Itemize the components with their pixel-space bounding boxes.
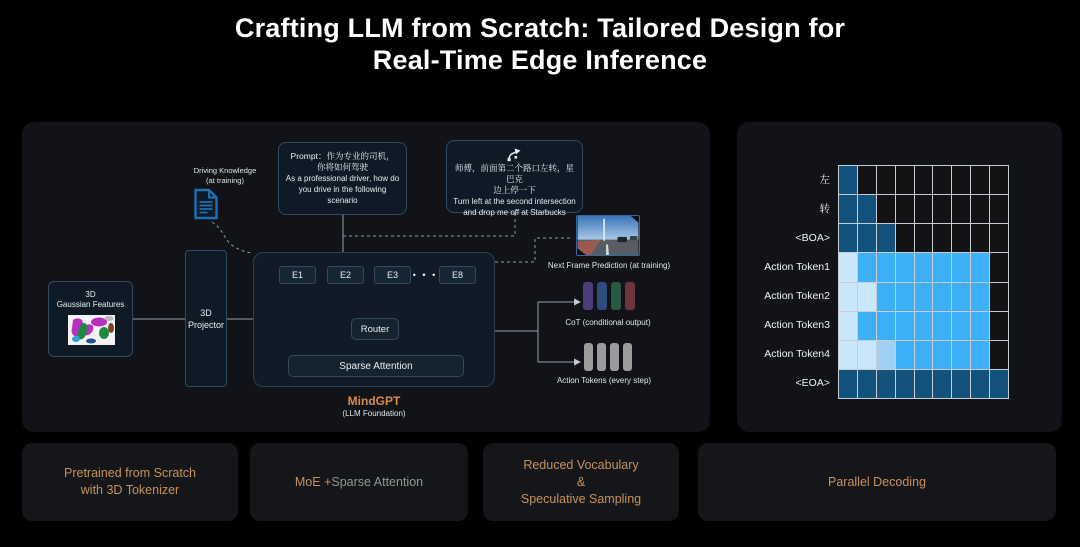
grid-cell bbox=[877, 166, 895, 194]
grid-cell bbox=[933, 253, 951, 281]
grid-cell bbox=[971, 166, 989, 194]
grid-cell bbox=[933, 312, 951, 340]
grid-cell bbox=[858, 224, 876, 252]
instruction-en-line1: Turn left at the second intersection bbox=[453, 197, 576, 206]
grid-cell bbox=[839, 195, 857, 223]
gaussian-label-line2: Gaussian Features bbox=[56, 300, 125, 309]
grid-cell bbox=[896, 341, 914, 369]
grid-cell bbox=[952, 224, 970, 252]
grid-cell bbox=[990, 166, 1008, 194]
grid-cell bbox=[877, 312, 895, 340]
grid-cell bbox=[858, 253, 876, 281]
footer-box-pretrained bbox=[22, 443, 238, 521]
slide-title bbox=[0, 12, 1080, 76]
grid-cell bbox=[839, 224, 857, 252]
driving-scene-photo bbox=[577, 216, 639, 255]
gaussian-features-box bbox=[48, 281, 133, 357]
grid-cell bbox=[896, 283, 914, 311]
grid-cell bbox=[971, 341, 989, 369]
grid-cell bbox=[933, 283, 951, 311]
footer-2-part2: Sparse Attention bbox=[331, 474, 424, 489]
grid-cell bbox=[933, 166, 951, 194]
next-frame-label: Next Frame Prediction (at training) bbox=[547, 261, 671, 270]
grid-cell bbox=[952, 253, 970, 281]
grid-cell bbox=[990, 195, 1008, 223]
grid-cell bbox=[971, 312, 989, 340]
grid-cell bbox=[915, 224, 933, 252]
footer-3-line3: Speculative Sampling bbox=[520, 491, 642, 506]
cot-bar bbox=[611, 282, 621, 310]
instruction-en-line2: and drop me off at Starbucks bbox=[463, 208, 566, 217]
grid-cell bbox=[990, 253, 1008, 281]
projector-label bbox=[188, 307, 224, 331]
driving-knowledge-title: Driving Knowledge bbox=[193, 166, 257, 175]
grid-row-label: Action Token4 bbox=[764, 347, 830, 360]
cot-bar bbox=[583, 282, 593, 310]
grid-cell bbox=[933, 195, 951, 223]
grid-cell bbox=[915, 166, 933, 194]
grid-cell bbox=[858, 312, 876, 340]
action-tokens-label: Action Tokens (every step) bbox=[556, 376, 652, 385]
title-line-1: Crafting LLM from Scratch: Tailored Design for bbox=[234, 13, 846, 43]
document-icon bbox=[193, 188, 219, 220]
prompt-en-line1: As a professional driver, how do bbox=[285, 174, 400, 183]
grid-cell bbox=[952, 166, 970, 194]
prompt-en-line2: you drive in the following scenario bbox=[298, 185, 387, 205]
grid-cell bbox=[839, 166, 857, 194]
footer-box-moe bbox=[250, 443, 468, 521]
grid-cell bbox=[915, 253, 933, 281]
grid-cell bbox=[933, 341, 951, 369]
footer-1-line1: Pretrained from Scratch bbox=[64, 466, 196, 480]
grid-cell bbox=[858, 283, 876, 311]
mindgpt-subtitle: (LLM Foundation) bbox=[342, 409, 406, 418]
grid-cell bbox=[877, 370, 895, 398]
grid-cell bbox=[915, 283, 933, 311]
grid-cell bbox=[839, 312, 857, 340]
grid-cell bbox=[877, 224, 895, 252]
router-box: Router bbox=[351, 318, 399, 340]
footer-box-parallel bbox=[698, 443, 1056, 521]
grid-cell bbox=[896, 195, 914, 223]
footer-4-line1: Parallel Decoding bbox=[828, 474, 926, 489]
projector-label-line2: Projector bbox=[187, 319, 224, 330]
expert-box: E2 bbox=[327, 266, 364, 284]
grid-cell bbox=[952, 370, 970, 398]
prompt-box bbox=[278, 142, 407, 215]
grid-row-label: 转 bbox=[819, 203, 830, 215]
footer-box-vocab bbox=[483, 443, 679, 521]
grid-cell bbox=[877, 283, 895, 311]
grid-cell bbox=[896, 166, 914, 194]
instruction-box bbox=[446, 140, 583, 217]
grid-cell bbox=[971, 224, 989, 252]
grid-cell bbox=[952, 341, 970, 369]
grid-cell bbox=[858, 166, 876, 194]
grid-cell bbox=[915, 195, 933, 223]
gaussian-label-line1: 3D bbox=[85, 290, 96, 299]
grid-row-label: Action Token1 bbox=[764, 260, 830, 273]
action-bar bbox=[584, 343, 593, 371]
prompt-zh-line2: 你将如何驾驶 bbox=[316, 162, 368, 172]
gaussian-features-image bbox=[68, 315, 115, 345]
grid-cell bbox=[952, 312, 970, 340]
grid-cell bbox=[877, 341, 895, 369]
projector-label-line1: 3D bbox=[200, 307, 212, 318]
grid-cell bbox=[990, 224, 1008, 252]
driving-knowledge-label bbox=[170, 166, 280, 185]
action-bar bbox=[610, 343, 619, 371]
grid-cell bbox=[839, 283, 857, 311]
route-icon bbox=[506, 147, 524, 162]
grid-row-label: <EOA> bbox=[795, 376, 830, 389]
grid-row-label: Action Token2 bbox=[764, 289, 830, 302]
grid-cell bbox=[915, 312, 933, 340]
cot-bar bbox=[625, 282, 635, 310]
grid-cell bbox=[990, 341, 1008, 369]
grid-cell bbox=[915, 370, 933, 398]
grid-cell bbox=[896, 312, 914, 340]
grid-cell bbox=[896, 224, 914, 252]
grid-cell bbox=[952, 283, 970, 311]
grid-cell bbox=[990, 312, 1008, 340]
cot-label: CoT (conditional output) bbox=[565, 318, 651, 327]
grid-row-label: <BOA> bbox=[795, 231, 830, 244]
grid-cell bbox=[971, 195, 989, 223]
driving-knowledge-sub: (at training) bbox=[206, 175, 244, 185]
grid-cell bbox=[839, 370, 857, 398]
action-bar bbox=[623, 343, 632, 371]
grid-cell bbox=[933, 370, 951, 398]
next-frame-image bbox=[576, 215, 640, 256]
sparse-attention-box: Sparse Attention bbox=[288, 355, 464, 377]
grid-cell bbox=[933, 224, 951, 252]
mindgpt-name: MindGPT bbox=[347, 394, 401, 408]
architecture-panel bbox=[22, 122, 710, 432]
grid-cell bbox=[990, 370, 1008, 398]
grid-cell bbox=[971, 253, 989, 281]
grid-cell bbox=[915, 341, 933, 369]
cot-bar bbox=[597, 282, 607, 310]
action-token-bars bbox=[584, 343, 632, 371]
footer-2-part1: MoE + bbox=[294, 474, 332, 489]
action-bar bbox=[597, 343, 606, 371]
gaussian-features-label bbox=[49, 290, 132, 310]
instruction-zh-line2: 边上停一下 bbox=[493, 185, 536, 195]
footer-1-line2: with 3D Tokenizer bbox=[80, 483, 180, 497]
grid-cell bbox=[990, 283, 1008, 311]
experts-ellipsis: • • • bbox=[412, 270, 438, 280]
instruction-zh-line1: 师傅，前面第二个路口左转，星巴克 bbox=[454, 163, 574, 184]
grid-cell bbox=[971, 370, 989, 398]
grid-cell bbox=[858, 370, 876, 398]
grid-cell bbox=[896, 253, 914, 281]
grid-row-label: 左 bbox=[819, 174, 830, 186]
grid-cell bbox=[858, 341, 876, 369]
expert-box: E1 bbox=[279, 266, 316, 284]
cot-token-bars bbox=[583, 282, 635, 310]
grid-cell bbox=[839, 341, 857, 369]
footer-3-line1: Reduced Vocabulary bbox=[523, 457, 639, 472]
title-line-2: Real-Time Edge Inference bbox=[372, 45, 708, 75]
grid-cell bbox=[896, 370, 914, 398]
grid-cell bbox=[839, 253, 857, 281]
attention-grid bbox=[838, 165, 1009, 399]
grid-cell bbox=[877, 253, 895, 281]
grid-cell bbox=[971, 283, 989, 311]
grid-cell bbox=[877, 195, 895, 223]
grid-row-label: Action Token3 bbox=[764, 318, 830, 331]
grid-cell bbox=[858, 195, 876, 223]
grid-row-labels bbox=[737, 165, 830, 397]
expert-box: E3 bbox=[374, 266, 411, 284]
prompt-zh-line1: Prompt：作为专业的司机， bbox=[290, 151, 395, 161]
grid-cell bbox=[952, 195, 970, 223]
parallel-decoding-panel bbox=[737, 122, 1062, 432]
footer-3-line2: & bbox=[576, 474, 586, 489]
expert-box: E8 bbox=[439, 266, 476, 284]
projector-box bbox=[185, 250, 227, 387]
mindgpt-box bbox=[253, 252, 495, 387]
